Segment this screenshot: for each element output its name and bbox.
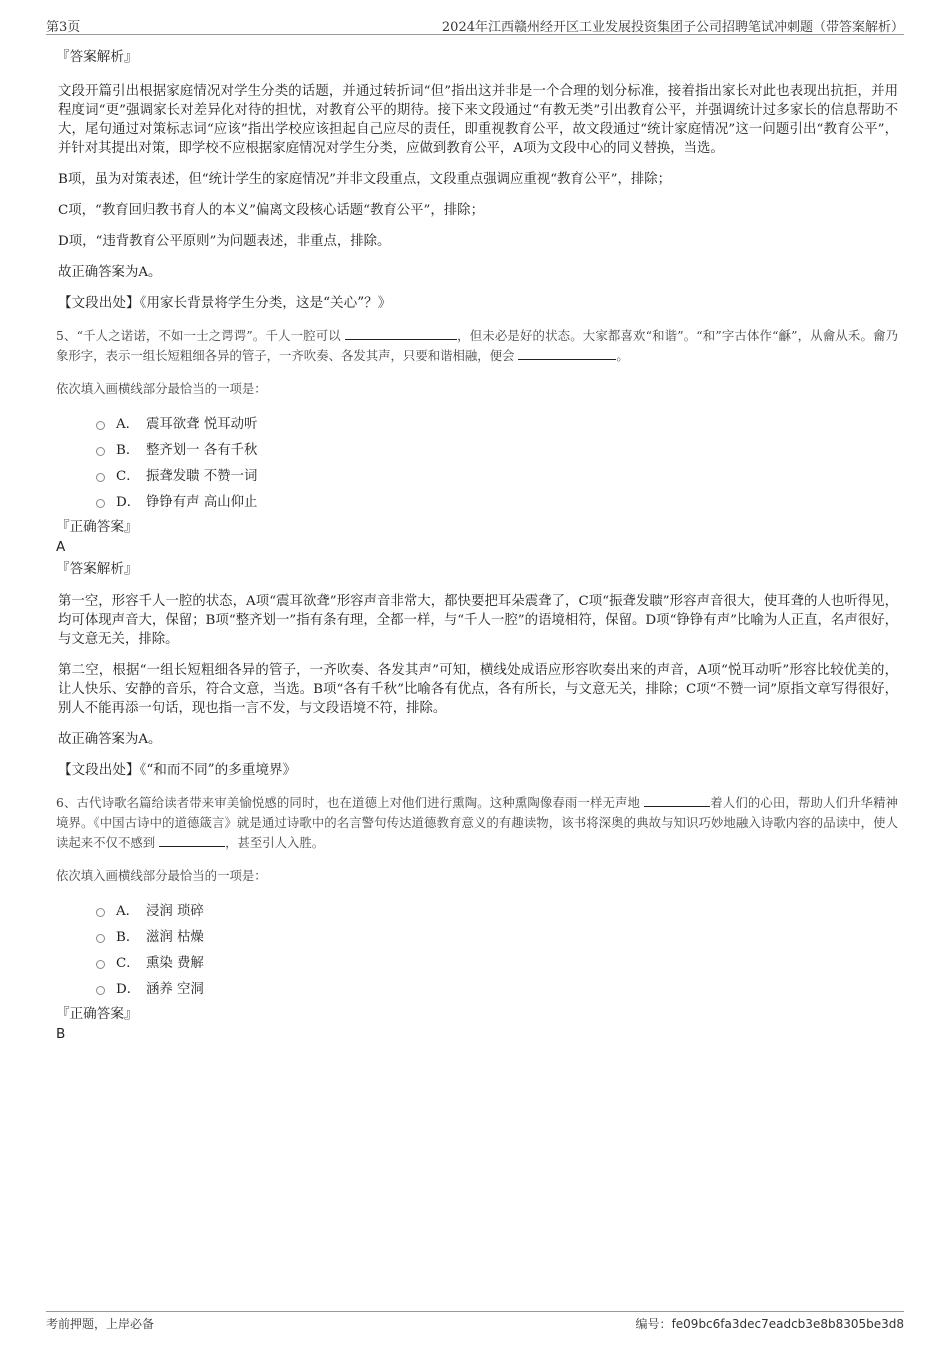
q5-source: 【文段出处】《“和而不同”的多重境界》 — [58, 762, 297, 778]
q6-option-d[interactable]: D． 涵养 空洞 — [96, 977, 898, 1003]
radio-icon[interactable] — [96, 908, 105, 917]
footer-serial: 编号：fe09bc6fa3dec7eadcb3e8b8305be3d8 — [635, 1317, 904, 1331]
q5-analysis-label: 『答案解析』 — [56, 561, 138, 577]
radio-icon[interactable] — [96, 960, 105, 969]
q5-options — [96, 412, 898, 516]
page-number: 第3页 — [46, 20, 81, 35]
q5-option-c[interactable]: C． 振聋发聩 不赞一词 — [96, 464, 898, 490]
serial-code: fe09bc6fa3dec7eadcb3e8b8305be3d8 — [671, 1317, 904, 1331]
page-header — [46, 16, 904, 35]
q6-instruction: 依次填入画横线部分最恰当的一项是： — [56, 868, 267, 883]
q6-answer: B — [56, 1026, 66, 1042]
q6-option-b[interactable]: B． 滋润 枯燥 — [96, 925, 898, 951]
q6-options — [96, 899, 898, 1003]
q6-blank-1 — [644, 794, 710, 807]
q5-option-d[interactable]: D． 铮铮有声 高山仰止 — [96, 490, 898, 516]
footer-slogan: 考前押题，上岸必备 — [46, 1317, 155, 1331]
q6-blank-2 — [159, 834, 225, 847]
q5-analysis-paragraph: 故正确答案为A。 — [58, 732, 162, 747]
q5-blank-2 — [518, 347, 616, 360]
q6-option-a[interactable]: A． 浸润 琐碎 — [96, 899, 898, 925]
q6-option-c[interactable]: C． 熏染 费解 — [96, 951, 898, 977]
q5-answer: A — [56, 539, 66, 555]
q6-stem: 6、古代诗歌名篇给读者带来审美愉悦感的同时，也在道德上对他们进行熏陶。这种熏陶像春雨一样无声地 着人们的心田，帮助人们升华精神境界。《中国古诗中的道德箴言》就是通过诗歌中的名言警句传达道德教育意义的有趣读物，该书将深奥的典故与知识巧妙地融入诗歌内容的品读中，使人读起来不仅不感到 ，甚至引人入胜。 — [56, 795, 898, 850]
q4-analysis-paragraph: D项，“违背教育公平原则”为问题表述，非重点，排除。 — [58, 234, 391, 249]
radio-icon[interactable] — [96, 421, 105, 430]
q5-analysis-paragraph: 第二空，根据“一组长短粗细各异的管子，一齐吹奏、各发其声”可知，横线处成语应形容吹奏出来的声音，A项“悦耳动听”形容比较优美的，让人快乐、安静的音乐，符合文意，当选。B项“各有千秋”比喻各有优点，各有所长，与文意无关，排除；C项“不赞一词”原指文章写得很好，别人不能再添一句话，现也指一言不发，与文段语境不符，排除。 — [58, 663, 898, 716]
q5-answer-label: 『正确答案』 — [56, 519, 138, 535]
q5-option-a[interactable]: A． 震耳欲聋 悦耳动听 — [96, 412, 898, 438]
header-divider — [46, 34, 904, 35]
footer-divider — [46, 1311, 904, 1312]
q4-analysis-paragraph: B项，虽为对策表述，但“统计学生的家庭情况”并非文段重点，文段重点强调应重视“教育公平”，排除； — [58, 172, 672, 187]
q4-analysis-paragraph: 文段开篇引出根据家庭情况对学生分类的话题，并通过转折词“但”指出这并非是一个合理的划分标准，接着指出家长对此也表现出抗拒，并用程度词“更”强调家长对差异化对待的担忧，对教育公平的期待。接下来文段通过“有教无类”引出教育公平，并强调统计过多家长的信息帮助不大，尾句通过对策标志词“应该”指出学校应该担起自己应尽的责任，即重视教育公平，故文段通过“统计家庭情况”这一问题引出“教育公平”，并针对其提出对策，即学校不应根据家庭情况对学生分类，应做到教育公平，A项为文段中心的同义替换，当选。 — [58, 84, 898, 156]
radio-icon[interactable] — [96, 499, 105, 508]
q5-analysis-paragraph: 第一空，形容千人一腔的状态，A项“震耳欲聋”形容声音非常大，都快要把耳朵震聋了，C项“振聋发聩”形容声音很大，使耳聋的人也听得见，均可体现声音大，保留；B项“整齐划一”指有条有理，全都一样，与“千人一腔”的语境相符，保留。D项“铮铮有声”比喻为人正直，名声很好，与文意无关，排除。 — [58, 594, 898, 647]
radio-icon[interactable] — [96, 934, 105, 943]
q4-analysis-paragraph: 故正确答案为A。 — [58, 265, 162, 280]
radio-icon[interactable] — [96, 473, 105, 482]
q4-analysis-paragraph: C项，“教育回归教书育人的本义”偏离文段核心话题“教育公平”，排除； — [58, 203, 484, 218]
q5-option-b[interactable]: B． 整齐划一 各有千秋 — [96, 438, 898, 464]
q5-blank-1 — [345, 327, 457, 340]
q5-instruction: 依次填入画横线部分最恰当的一项是： — [56, 381, 267, 396]
q5-stem: 5、“千人之诺诺，不如一士之谔谔”。千人一腔可以 ，但未必是好的状态。大家都喜欢“和谐”。“和”字古体作“龢”，从龠从禾。龠乃象形字，表示一组长短粗细各异的管子，一齐吹奏、各发其声，只要和谐相融，便会 。 — [56, 328, 898, 363]
q4-source: 【文段出处】《用家长背景将学生分类，这是“关心”？》 — [58, 295, 392, 311]
q4-analysis-label: 『答案解析』 — [56, 49, 138, 65]
page-content — [58, 48, 898, 1047]
radio-icon[interactable] — [96, 447, 105, 456]
q6-answer-label: 『正确答案』 — [56, 1006, 138, 1022]
document-title: 2024年江西赣州经开区工业发展投资集团子公司招聘笔试冲刺题（带答案解析） — [441, 20, 904, 35]
radio-icon[interactable] — [96, 986, 105, 995]
